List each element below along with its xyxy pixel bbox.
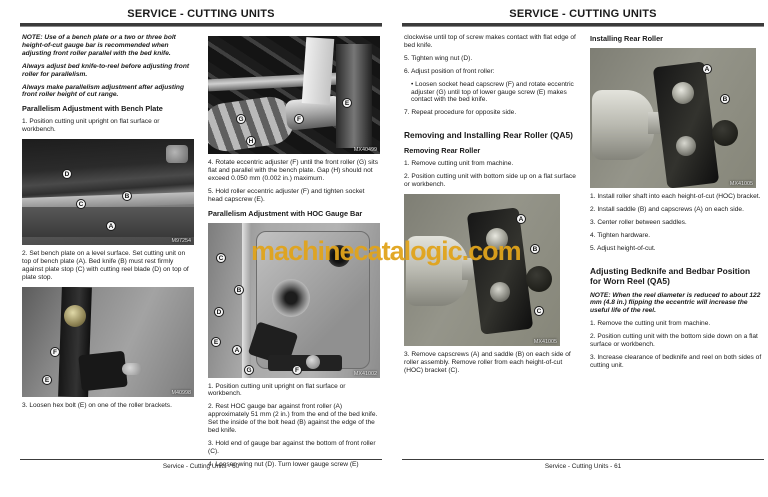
- header-rule: [20, 23, 382, 27]
- callout-label: F: [50, 347, 60, 357]
- knob-shape: [526, 266, 552, 292]
- step-text: 4. Loosen wing nut (D). Turn lower gauge screw (E): [208, 460, 359, 468]
- note-paragraph: NOTE: Use of a bench plate or a two or three bolt height-of-cut gauge bar is recommended when adjusting front roller parallel with the bed knife.: [22, 34, 176, 57]
- right-page-column-1: [404, 34, 576, 380]
- footer-text: Service - Cutting Units - 60: [162, 463, 240, 470]
- photo-id: M40998: [171, 389, 191, 396]
- left-page-column-1: [22, 34, 194, 415]
- bolt-shape: [64, 305, 86, 327]
- nut-shape: [166, 145, 188, 163]
- note-paragraph: Always make parallelism adjustment after adjusting front roller height of cut range.: [22, 83, 184, 99]
- capscrew-shape: [490, 282, 510, 302]
- header-rule: [402, 23, 764, 27]
- note-paragraph: NOTE: When the reel diameter is reduced to about 122 mm (4.8 in.) flipping the eccentric will increase the useful life of the reel.: [590, 291, 761, 315]
- callout-label: E: [42, 375, 52, 385]
- photo-bench-plate: [22, 139, 194, 245]
- step-text: 2. Position cutting unit with the bottom side down on a flat surface or workbench.: [590, 333, 758, 349]
- bearing-shape: [272, 279, 310, 317]
- callout-label: C: [534, 306, 544, 316]
- callout-label: C: [76, 199, 86, 209]
- step-text: 5. Tighten wing nut (D).: [404, 54, 473, 62]
- callout-label: F: [292, 365, 302, 375]
- callout-label: H: [246, 136, 256, 146]
- callout-label: B: [122, 191, 132, 201]
- bolt-shape: [306, 355, 320, 369]
- callout-label: E: [342, 98, 352, 108]
- step-text: 7. Repeat procedure for opposite side.: [404, 109, 517, 117]
- step-text: 3. Hold end of gauge bar against the bottom of front roller (C).: [208, 439, 376, 455]
- photo-id: MX41005: [729, 181, 753, 187]
- photo-front-roller: [208, 36, 380, 154]
- step-text: 2. Rest HOC gauge bar against front roller (A) approximately 51 mm (2 in.) from the end of the bed knife. Set the inside of the bolt head (B) against the edge of the bed knife.: [208, 403, 378, 435]
- step-text: 6. Adjust position of front roller:: [404, 67, 495, 75]
- section-heading: Adjusting Bedknife and Bedbar Position for Worn Reel (QA5): [590, 265, 751, 286]
- step-text: 1. Remove the cutting unit from machine.: [590, 320, 711, 328]
- step-text: 1. Position cutting unit upright on flat surface or workbench.: [22, 118, 160, 134]
- section-heading: Removing and Installing Rear Roller (QA5): [404, 130, 573, 141]
- photo-roller-bracket: [22, 287, 194, 397]
- step-text: 1. Remove cutting unit from machine.: [404, 160, 514, 168]
- step-text: 3. Remove capscrews (A) and saddle (B) on each side of roller assembly. Remove roller from each height-of-cut (HOC) bracket (C).: [404, 350, 571, 374]
- callout-label: D: [214, 307, 224, 317]
- page-footer: [402, 459, 764, 470]
- note-paragraph: Always adjust bed knife-to-reel before adjusting front roller for parallelism.: [22, 62, 190, 78]
- base-shape: [268, 355, 342, 371]
- callout-label: D: [62, 169, 72, 179]
- subsection-heading: Installing Rear Roller: [590, 34, 663, 43]
- frame-edge-shape: [336, 44, 372, 148]
- pin-shape: [122, 363, 142, 375]
- capscrew-shape: [676, 136, 696, 156]
- photo-id: MX40499: [353, 147, 377, 153]
- step-text: 3. Loosen hex bolt (E) on one of the roller brackets.: [22, 401, 172, 409]
- step-text: 1. Position cutting unit upright on flat surface or workbench.: [208, 382, 346, 398]
- page-title: SERVICE - CUTTING UNITS: [127, 8, 275, 20]
- step-text: 2. Set bench plate on a level surface. Set cutting unit on top of bench plate (A). Bed knife (B) must rest firmly against plate stop (C) with cutting reel blade (D) on top of plate stop.: [22, 250, 189, 281]
- callout-label: A: [106, 221, 116, 231]
- page-footer: [20, 459, 382, 470]
- photo-id: MX41005: [533, 338, 557, 345]
- page-title: SERVICE - CUTTING UNITS: [509, 8, 657, 20]
- capscrew-shape: [672, 82, 694, 104]
- callout-label: F: [294, 114, 304, 124]
- step-text: 5. Adjust height-of-cut.: [590, 244, 656, 252]
- step-text: 2. Position cutting unit with bottom side up on a flat surface or workbench.: [404, 173, 576, 189]
- photo-id: MX41002: [353, 370, 377, 377]
- callout-label: E: [211, 337, 221, 347]
- photo-id: M97254: [171, 238, 191, 245]
- continued-text: clockwise until top of screw makes contact with flat edge of bed knife.: [404, 34, 576, 49]
- callout-label: C: [216, 253, 226, 263]
- step-text: 2. Install saddle (B) and capscrews (A) on each side.: [590, 205, 744, 213]
- callout-label: B: [234, 285, 244, 295]
- step-text: 3. Center roller between saddles.: [590, 218, 687, 226]
- callout-label: G: [236, 114, 246, 124]
- step-text: 1. Install roller shaft into each height-of-cut (HOC) bracket.: [590, 193, 761, 200]
- bullet-item: • Loosen socket head capscrew (F) and rotate eccentric adjuster (G) until top of lower gauge screw (E) makes contact with the bed knife.: [411, 80, 574, 104]
- step-text: 5. Hold roller eccentric adjuster (F) and tighten socket head capscrew (E).: [208, 187, 365, 203]
- step-text: 3. Increase clearance of bedknife and reel on both sides of cutting unit.: [590, 353, 762, 369]
- right-page-column-2: [590, 34, 762, 375]
- knob-shape: [712, 120, 738, 146]
- callout-label: A: [232, 345, 242, 355]
- photo-rear-roller-remove: [404, 194, 560, 346]
- callout-label: A: [702, 64, 712, 74]
- subsection-heading: Parallelism Adjustment with HOC Gauge Bar: [208, 208, 363, 218]
- subsection-heading: Parallelism Adjustment with Bench Plate: [22, 104, 163, 114]
- callout-label: B: [530, 244, 540, 254]
- subsection-heading: Removing Rear Roller: [404, 146, 481, 156]
- roller-block-shape: [78, 350, 128, 391]
- hoc-bracket-shape: [467, 207, 533, 334]
- roller-shape: [592, 90, 654, 160]
- hoc-bracket-shape: [653, 61, 719, 188]
- step-text: 4. Rotate eccentric adjuster (F) until the front roller (G) sits flat and parallel with the bench plate. Gap (H) should not exceed 0.050 mm (0.002 in.) maximum.: [208, 159, 379, 182]
- callout-label: A: [516, 214, 526, 224]
- white-plate-shape: [302, 37, 335, 105]
- site-watermark: machinecatalogic.com: [251, 236, 521, 266]
- callout-label: B: [720, 94, 730, 104]
- step-text: 4. Tighten hardware.: [590, 231, 651, 239]
- photo-rear-roller-install: [590, 48, 756, 188]
- footer-text: Service - Cutting Units - 61: [544, 463, 622, 470]
- callout-label: G: [244, 365, 254, 375]
